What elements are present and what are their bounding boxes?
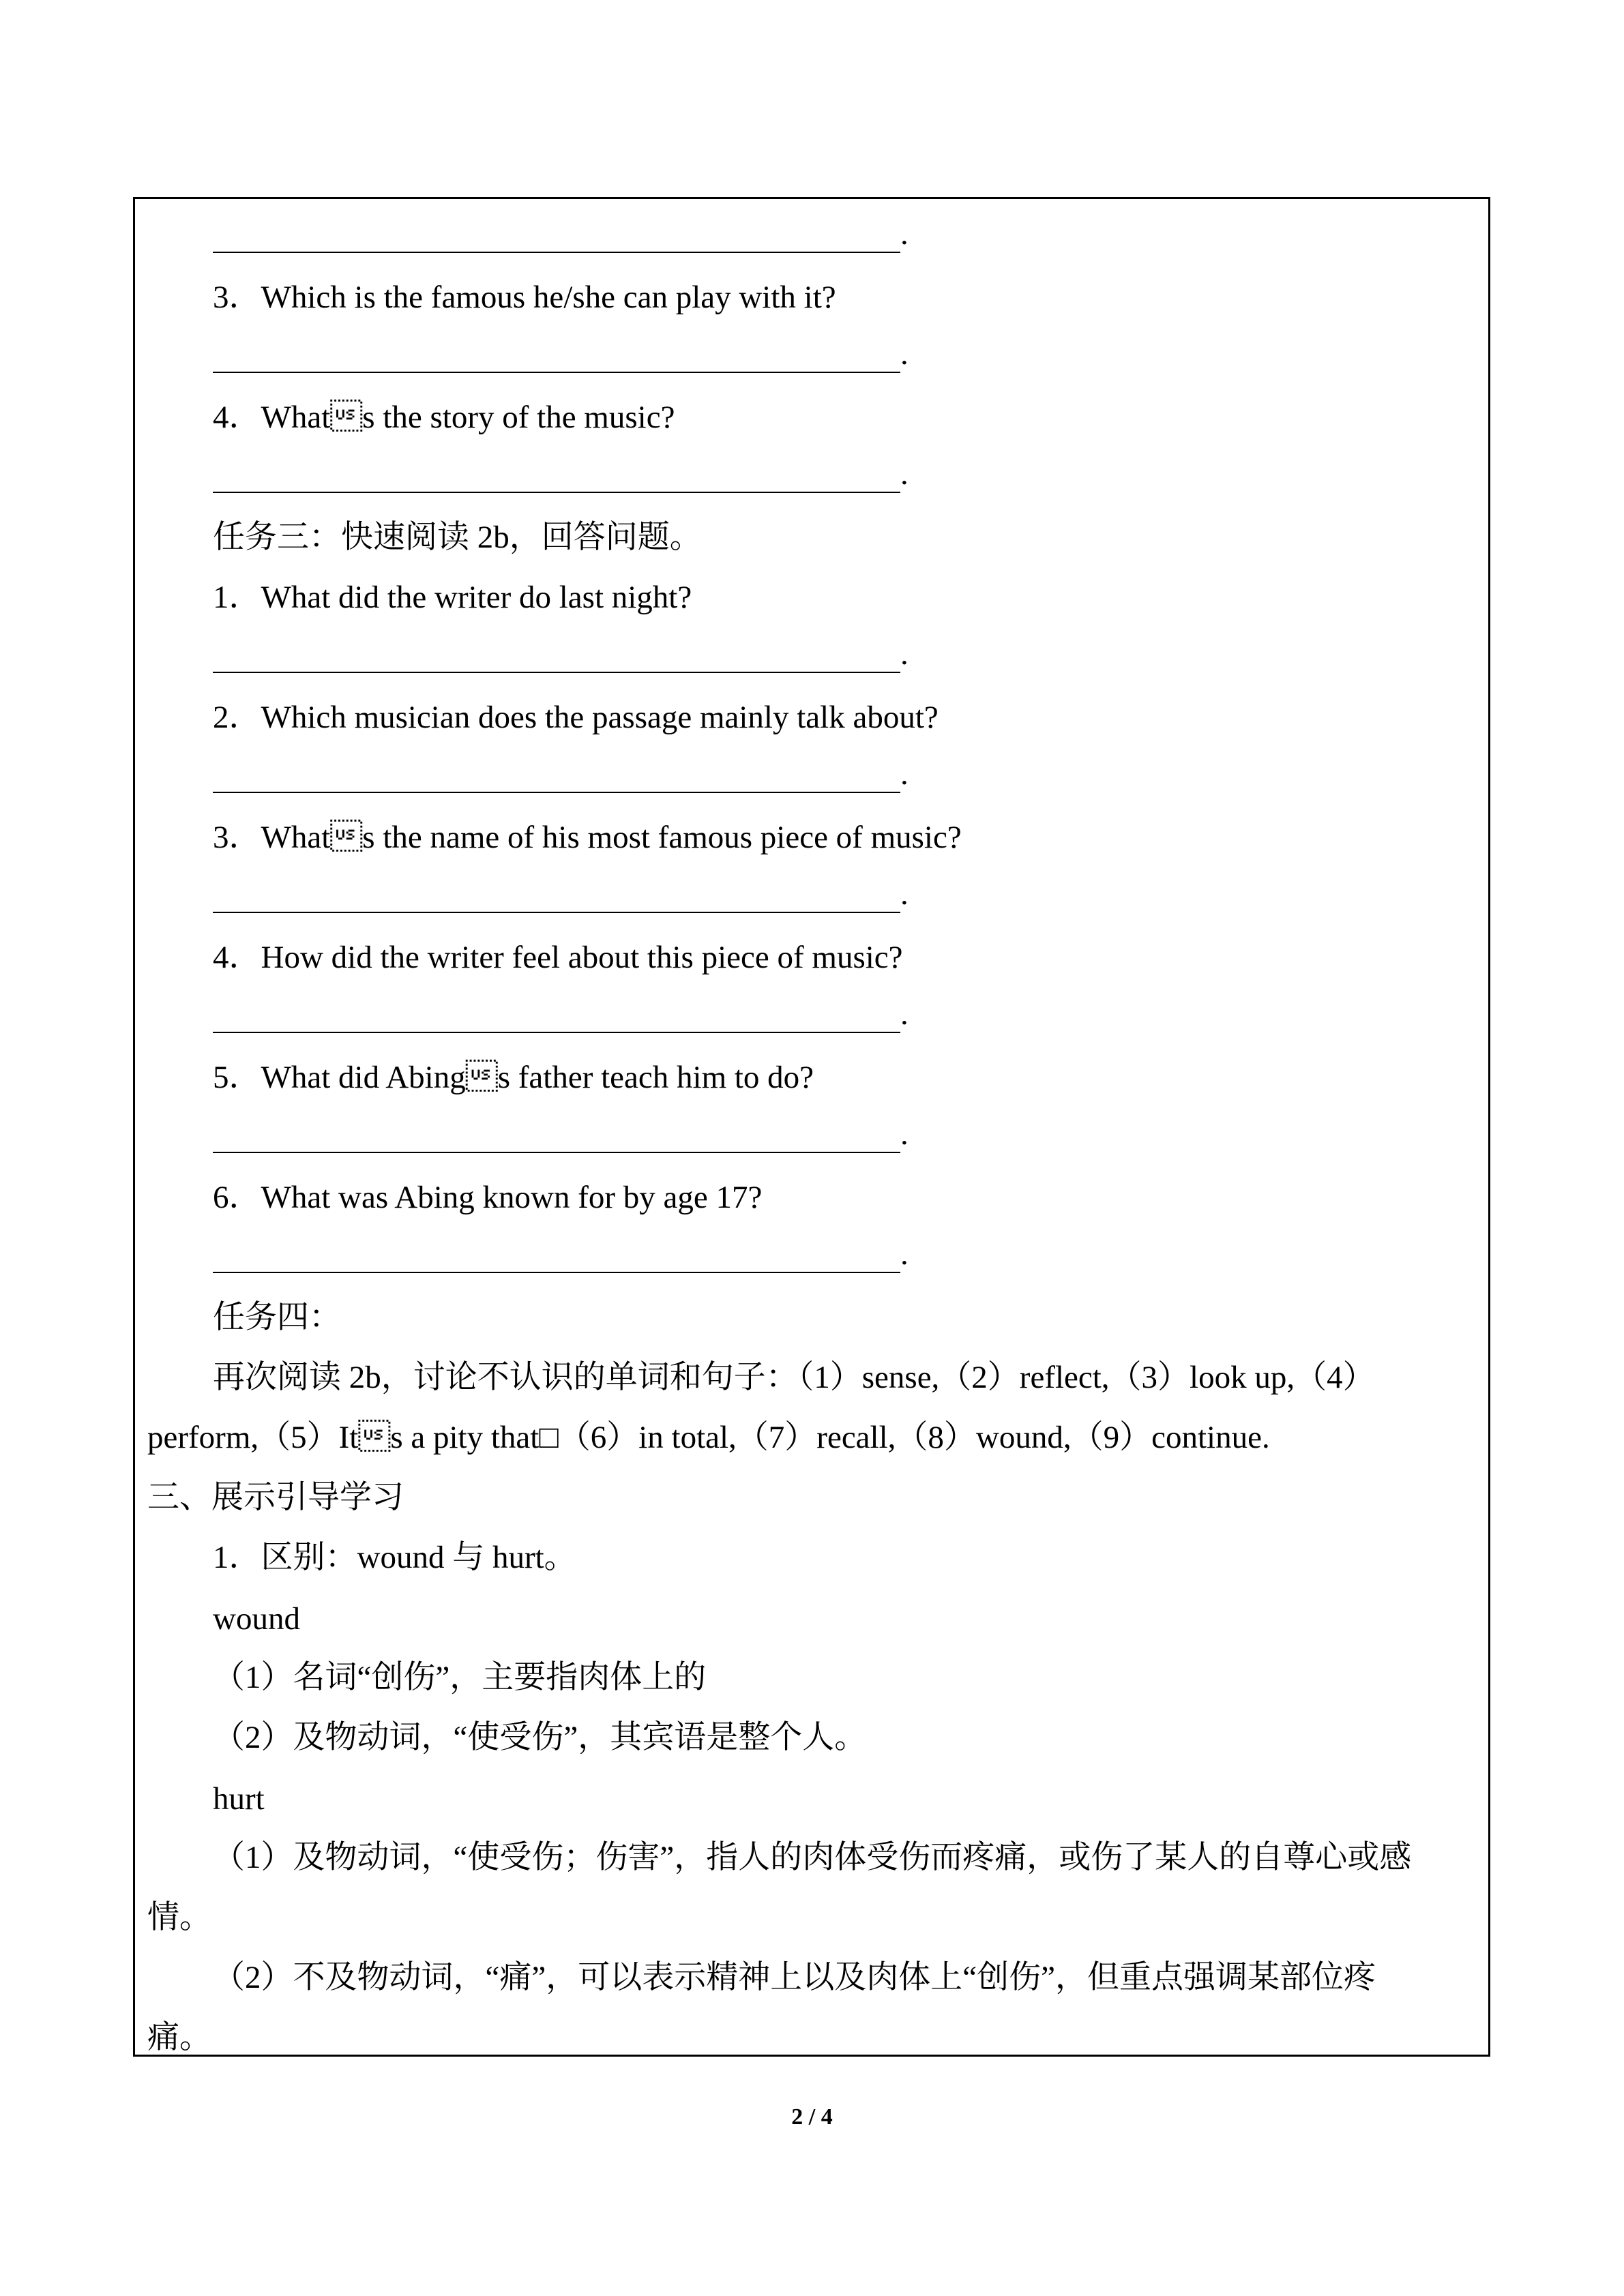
hurt-definition-2: （2）不及物动词，“痛”，可以表示精神上以及肉体上“创伤”，但重点强调某部位疼 [213,1960,1376,1995]
answer-blank[interactable]: . [213,335,909,373]
section3-item1: 1．区别：wound 与 hurt。 [213,1540,576,1575]
task4-heading: 任务四： [213,1300,341,1335]
answer-line[interactable] [213,338,900,373]
hurt-definition-1-cont: 情。 [147,1900,211,1935]
answer-blank[interactable]: . [213,875,909,913]
answer-blank[interactable]: . [213,635,909,673]
question-text: 4．How did the writer feel about this piece of music? [213,940,903,975]
answer-line[interactable] [213,758,900,793]
answer-blank[interactable]: . [213,455,909,493]
wound-definition-1: （1）名词“创伤”，主要指肉体上的 [213,1660,707,1695]
section3-heading: 三、展示引导学习 [147,1480,404,1515]
hurt-word: hurt [213,1781,265,1817]
question-text: 3．What s the name of his most famous piece of music? [213,820,962,855]
answer-line[interactable] [213,998,900,1033]
answer-blank[interactable]: . [213,995,909,1033]
task3-heading: 任务三：快速阅读 2b，回答问题。 [213,520,702,555]
answer-blank[interactable]: . [213,755,909,793]
answer-blank[interactable]: . [213,1235,909,1273]
answer-line[interactable] [213,1238,900,1273]
hurt-definition-2-cont: 痛。 [147,2020,211,2055]
hurt-definition-1: （1）及物动词，“使受伤；伤害”，指人的肉体受伤而疼痛，或伤了某人的自尊心或感 [213,1840,1412,1875]
page-number: 2 / 4 [791,2104,833,2130]
question-text: 5．What did Abing s father teach him to do? [213,1060,814,1095]
answer-blank[interactable]: . [213,215,909,253]
question-text: 1．What did the writer do last night? [213,580,692,615]
answer-line[interactable] [213,1118,900,1153]
answer-line[interactable] [213,638,900,673]
question-text: 2．Which musician does the passage mainly talk about? [213,700,939,735]
question-text: 6．What was Abing known for by age 17? [213,1180,763,1215]
question-text: 3．Which is the famous he/she can play with it? [213,280,836,315]
answer-line[interactable] [213,878,900,913]
task4-text-line1: 再次阅读 2b，讨论不认识的单词和句子：（1）sense,（2）reflect,（3）look up,（4） [213,1360,1375,1395]
question-text: 4．What s the story of the music? [213,400,675,435]
wound-definition-2: （2）及物动词，“使受伤”，其宾语是整个人。 [213,1720,867,1755]
answer-line[interactable] [213,458,900,493]
answer-line[interactable] [213,218,900,253]
answer-blank[interactable]: . [213,1115,909,1153]
wound-word: wound [213,1601,300,1637]
task4-text-line2: perform,（5）It s a pity that□（6）in total,（7）recall,（8）wound,（9）continue. [147,1420,1270,1455]
